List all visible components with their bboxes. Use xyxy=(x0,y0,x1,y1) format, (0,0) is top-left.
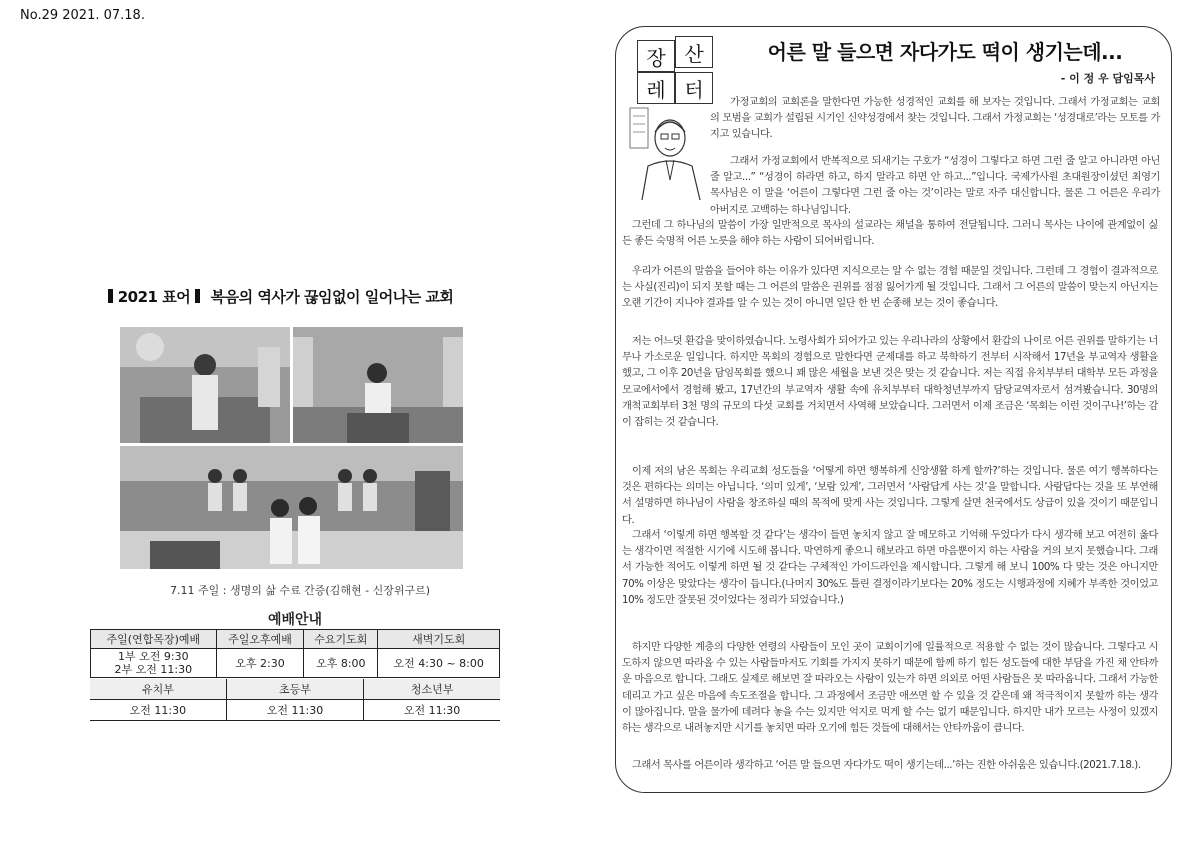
motto xyxy=(108,286,508,307)
worship2-value-row xyxy=(90,700,500,721)
worship2-header-3: 청소년부 xyxy=(364,679,500,700)
motto-bar-left xyxy=(108,289,113,303)
letter-author: - 이 정 우 담임목사 xyxy=(1060,72,1155,85)
worship-header-row xyxy=(91,630,500,649)
worship-header-3: 수요기도회 xyxy=(304,630,378,649)
badge-4: 터 xyxy=(675,72,713,104)
letter-paragraph-3: 그런데 그 하나님의 말씀이 가장 일반적으로 목사의 설교라는 채널을 통하여 전달됩니다. 그러니 목사는 나이에 관계없이 싫든 좋든 숙명적 어른 노릇을 해야 하는 사람이 되어버립니다. xyxy=(622,220,1158,248)
worship-value-row xyxy=(91,649,500,678)
worship2-header-1: 유치부 xyxy=(90,679,226,700)
photo-3-scene xyxy=(120,446,463,569)
photo-2-scene xyxy=(293,327,463,443)
worship-header-4: 새벽기도회 xyxy=(378,630,500,649)
worship2-value-2: 오전 11:30 xyxy=(226,700,363,721)
badge-3: 레 xyxy=(637,72,675,104)
motto-text: 복음의 역사가 끊임없이 일어나는 교회 xyxy=(210,288,454,306)
letter-paragraph-6: 이제 저의 남은 목회는 우리교회 성도들을 ‘어떻게 하면 행복하게 신앙생활 하게 할까?’하는 것입니다. 물론 여기 행복하다는 것은 편하다는 의미는 아닙니다. ‘의미 있게’, ‘보람 있게’, 그러면서 ‘사람답게 사는 것’을 말합니다. 사람답다는 것을 또 부연해서 설명하면 하나님이 사람을 창조하실 때의 목적에 맞게 사는 것입니다. 그렇게 살면 천국에서도 상급이 있을 것이기 때문입니다. xyxy=(622,466,1158,526)
motto-bar-right xyxy=(195,289,200,303)
letter-paragraph-4: 우리가 어른의 말씀을 들어야 하는 이유가 있다면 지식으로는 알 수 없는 경험 때문일 것입니다. 그런데 그 경험이 결과적으로는 사실(진리)이 되지 못할 때는 그 어른의 말씀은 권위를 점점 잃어가게 될 것입니다. 그래서 그 어른의 말씀이 맞는지 아닌지는 오랜 기간이 지나야 결과를 알 수 있는 것이 아니면 일단 한 번 순종해 보는 것이 좋습니다. xyxy=(622,266,1158,310)
worship-header-1: 주일(연합목장)예배 xyxy=(91,630,217,649)
issue-number: No.29 2021. 07.18. xyxy=(20,8,145,23)
badge-2: 산 xyxy=(675,36,713,68)
letter-paragraph-8: 하지만 다양한 계층의 다양한 연령의 사람들이 모인 곳이 교회이기에 일률적으로 적용할 수 없는 것이 많습니다. 그렇다고 시도하지 않으면 따라올 수 있는 사람들마저도 기회를 가지지 못하기 때문에 함께 하기 힘든 성도들에 대한 부담을 가진 채 안타까운 마음으로 합니다. 그래도 실제로 해보면 잘 따라오는 사람이 있는가 하면 의외로 어떤 사람들은 못 따라옵니다. 그래서 가능한 데리고 가고 싶은 마음에 속도조절을 합니다. 그 과정에서 조금만 애쓰면 할 수 있을 것 같은데 왜 적극적이지 못할까 하는 생각이 많아집니다. 말을 물가에 데려다 놓을 수는 있지만 억지로 먹게 할 수는 없기 때문입니다. 하지만 내가 모르는 사정이 있겠지 하는 생각으로 내려놓지만 시기를 놓치면 따라 오기에 힘든 것들에 대해서는 안타까움이 큽니다. xyxy=(622,642,1158,735)
worship-value-2: 오후 2:30 xyxy=(216,649,304,678)
photo-1-scene xyxy=(120,327,290,443)
letter-paragraph-2: 그래서 가정교회에서 반복적으로 되새기는 구호가 “성경이 그렇다고 하면 그런 줄 알고 아니라면 아닌 줄 알고...” “성경이 하라면 하고, 하지 말라고 하면 안 하고...”입니다. 국제가사원 초대원장이셨던 최영기 목사님은 이 말을 ‘어른이 그렇다면 그런 줄 아는 것’이라는 말로 자주 대신합니다. 물론 그 어른은 우리가 아버지로 고백하는 하나님입니다. xyxy=(710,156,1160,216)
photo-grid xyxy=(120,327,463,569)
letter-paragraph-1: 가정교회의 교회론을 말한다면 가능한 성경적인 교회를 해 보자는 것입니다. 그래서 가정교회는 교회의 모범을 교회가 설립된 시기인 신약성경에서 찾는 것입니다. 그래서 가정교회는 ‘성경대로’라는 모토를 가지고 있습니다. xyxy=(710,97,1160,141)
letter-paragraph-7: 그래서 ‘이렇게 하면 행복할 것 같다’는 생각이 들면 놓치지 않고 잘 메모하고 기억해 두었다가 다시 생각해 보고 여전히 옳다는 생각이면 적절한 시기에 시도해 봅니다. 막연하게 좋으니 해보라고 하면 마음뿐이지 하는 사람을 거의 보지 못했습니다. 그래서 가능한 적어도 이렇게 하면 될 것 같다는 구체적인 가이드라인을 제시합니다. 그렇게 해 보니 100% 다 맞는 것은 아니지만 70% 이상은 맞았다는 생각이 듭니다.(나머지 30%도 틀린 결정이라기보다는 20% 정도는 시행과정에 지혜가 부족한 것이었고 10% 정도만 잘못된 것이었다는 정리가 되었습니다.) xyxy=(622,530,1158,606)
badge-1: 장 xyxy=(637,40,675,72)
worship2-value-3: 오전 11:30 xyxy=(364,700,500,721)
worship2-header-row xyxy=(90,679,500,700)
worship2-header-2: 초등부 xyxy=(226,679,363,700)
letter-paragraph-5: 저는 어느덧 환갑을 맞이하였습니다. 노령사회가 되어가고 있는 우리나라의 상황에서 환갑의 나이로 어른 권위를 말하기는 너무나 가소로운 일입니다. 하지만 목회의 경험으로 말한다면 군제대를 하고 북학하기 전부터 시작해서 17년을 부교역자 생활을 했고, 그 이후 20년을 담임목회를 했으니 꽤 많은 세월을 보낸 것은 맞는 것 같습니다. 저는 직접 유치부부터 대학부 모든 과정을 모교에서에서 경험해 봤고, 17년간의 부교역자 생활 속에 유치부부터 대학청년부까지 담당교역자로서 섬겨봤습니다. 30명의 개척교회부터 3천 명의 규모의 다섯 교회를 거치면서 사역해 보았습니다. 그러면서 이제 조금은 ‘목회는 이런 것이구나!’하는 감이 잡히는 것 같습니다. xyxy=(622,336,1158,429)
worship-value-4: 오전 4:30 ~ 8:00 xyxy=(378,649,500,678)
letter-paragraph-9: 그래서 목사를 어른이라 생각하고 ‘어른 말 들으면 자다가도 떡이 생기는데...’하는 진한 아쉬움은 있습니다.(2021.7.18.). xyxy=(632,760,1141,771)
photo-caption: 7.11 주일 : 생명의 삶 수료 간증(김해현 - 신장위구르) xyxy=(170,584,430,597)
photo-3 xyxy=(120,446,463,569)
worship-header-2: 주일오후예배 xyxy=(216,630,304,649)
worship2-value-1: 오전 11:30 xyxy=(90,700,226,721)
pastor-portrait-icon xyxy=(628,104,702,200)
worship-title: 예배안내 xyxy=(267,612,323,628)
worship-table-2 xyxy=(90,679,500,721)
photo-2 xyxy=(293,327,463,443)
letter-title: 어른 말 들으면 자다가도 떡이 생기는데... xyxy=(767,40,1123,64)
photo-1 xyxy=(120,327,290,443)
worship-value-3: 오후 8:00 xyxy=(304,649,378,678)
worship-value-1: 1부 오전 9:30 2부 오전 11:30 xyxy=(91,649,217,678)
worship-table xyxy=(90,629,500,678)
motto-label: 2021 표어 xyxy=(117,288,191,306)
